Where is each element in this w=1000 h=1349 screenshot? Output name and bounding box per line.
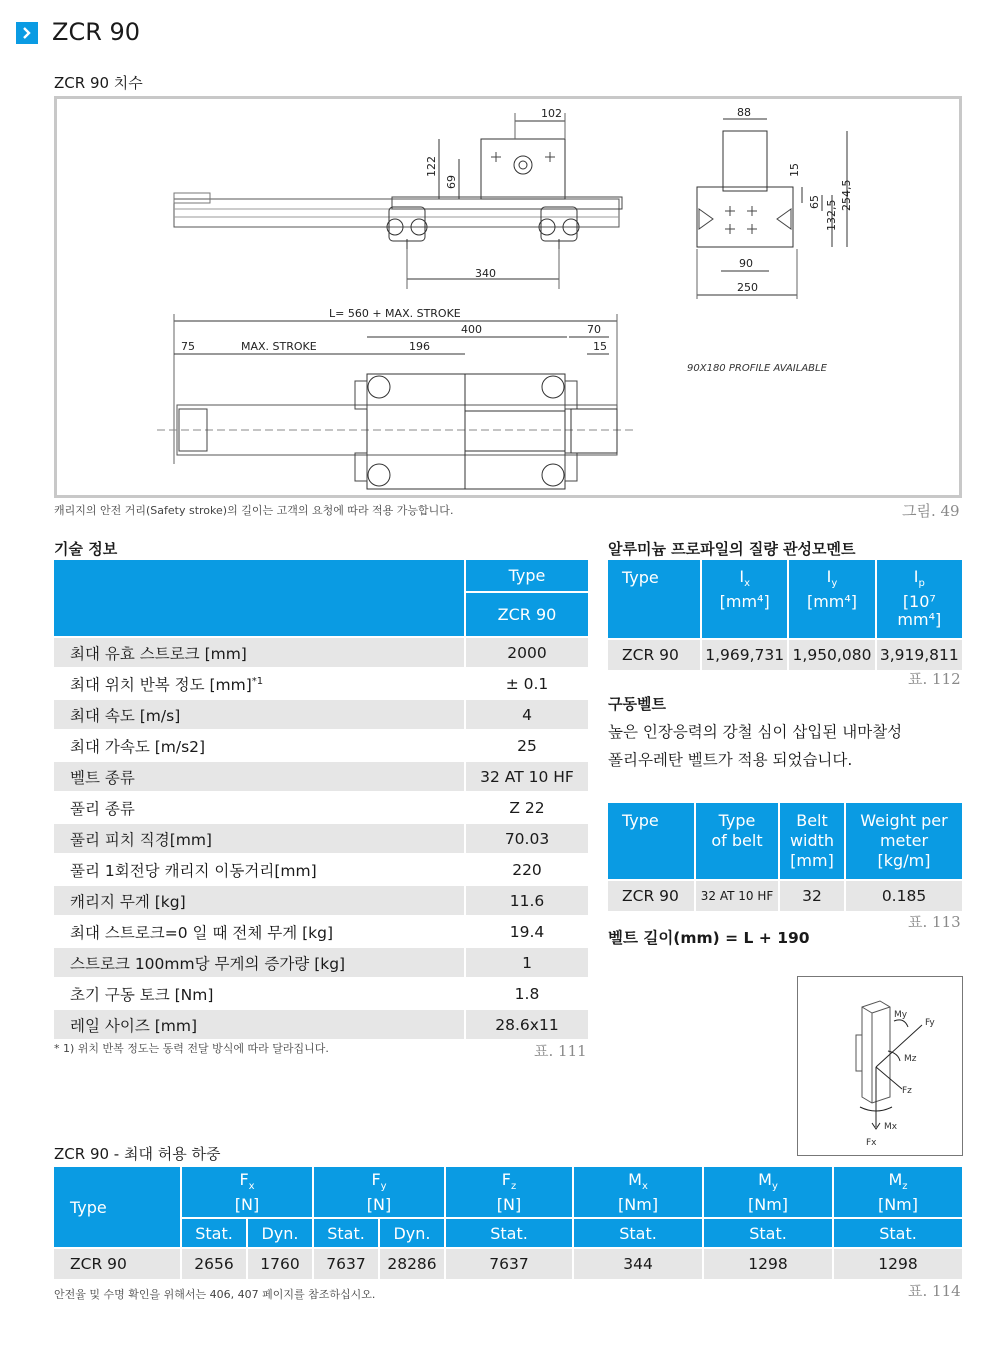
inertia-head-iy: $I_y$ [mm⁴]: [789, 560, 874, 638]
loads-table-ref: 표. 114: [908, 1282, 961, 1300]
table-row: 최대 속도 [m/s] 4: [54, 700, 588, 729]
tech-table: [52, 558, 590, 1041]
label-fx: Fx: [866, 1138, 877, 1148]
dim-102: 102: [541, 107, 562, 120]
loads-head-my: $M_y$ [Nm]: [704, 1167, 832, 1217]
dim-69: 69: [445, 175, 458, 189]
inertia-title: 알루미늄 프로파일의 질량 관성모멘트: [608, 540, 856, 558]
tech-head-blank: [54, 560, 464, 636]
dim-88: 88: [737, 106, 751, 119]
tech-title: 기술 정보: [54, 540, 118, 558]
inertia-table-ref: 표. 112: [908, 670, 961, 688]
belt-head-belt-type: Type of belt: [696, 803, 778, 879]
table-row: 최대 위치 반복 정도 [mm]$^{*1}$ ± 0.1: [70, 674, 549, 694]
dim-75: 75: [181, 340, 195, 353]
tech-head-type: Type: [466, 560, 588, 591]
belt-table: [606, 801, 964, 913]
loads-footnote: 안전율 및 수명 확인을 위해서는 406, 407 페이지를 참조하십시오.: [54, 1288, 376, 1301]
section-arrow-icon: [16, 22, 38, 44]
dim-400: 400: [461, 323, 482, 336]
belt-title: 구동벨트: [608, 695, 666, 713]
label-fy: Fy: [925, 1018, 935, 1028]
table-row: 풀리 1회전당 캐리지 이동거리[mm] 220: [70, 860, 542, 880]
forces-diagram: [797, 976, 963, 1156]
table-row: 최대 유효 스트로크 [mm] 2000: [54, 638, 588, 667]
label-mz: Mz: [904, 1054, 917, 1064]
inertia-head-type: Type: [608, 560, 700, 638]
table-row: ZCR 90 1,969,731 1,950,080 3,919,811: [608, 640, 962, 670]
dim-90: 90: [739, 257, 753, 270]
table-row: 풀리 피치 직경[mm] 70.03: [54, 824, 588, 853]
loads-head-fz: $F_z$ [N]: [446, 1167, 572, 1217]
dim-15a: 15: [788, 163, 801, 177]
tech-table-ref: 표. 111: [534, 1042, 587, 1060]
table-row: 스트로크 100mm당 무게의 증가량 [kg] 1: [54, 948, 588, 977]
table-row: 캐리지 무게 [kg] 11.6: [54, 886, 588, 915]
loads-head-mz: $M_z$ [Nm]: [834, 1167, 962, 1217]
inertia-head-ip: $I_p$ [10⁷ mm⁴]: [877, 560, 962, 638]
dim-15b: 15: [593, 340, 607, 353]
tech-head-model: ZCR 90: [466, 593, 588, 636]
dim-250: 250: [737, 281, 758, 294]
belt-head-weight: Weight per meter [kg/m]: [846, 803, 962, 879]
belt-head-type: Type: [608, 803, 694, 879]
belt-head-width: Belt width [mm]: [780, 803, 844, 879]
dim-122: 122: [425, 156, 438, 177]
dim-254-5: 254,5: [840, 179, 853, 211]
page-title: ZCR 90: [52, 18, 141, 46]
dim-max-stroke: MAX. STROKE: [241, 340, 317, 353]
dim-70: 70: [587, 323, 601, 336]
loads-head-mx: $M_x$ [Nm]: [574, 1167, 702, 1217]
table-row: 초기 구동 토크 [Nm] 1.8: [70, 984, 540, 1004]
dim-132-5: 132,5: [825, 199, 838, 231]
dim-65: 65: [808, 195, 821, 209]
belt-description: 높은 인장응력의 강철 심이 삽입된 내마찰성 폴리우레탄 벨트가 적용 되었습니다.: [608, 723, 903, 769]
table-row: ZCR 90 2656 1760 7637 28286 7637 344 1298 1298: [54, 1249, 962, 1279]
tech-footnote: * 1) 위치 반복 정도는 동력 전달 방식에 따라 달라집니다.: [54, 1042, 329, 1055]
dim-340: 340: [475, 267, 496, 280]
inertia-table: [606, 558, 964, 672]
loads-head-fy: $F_y$ [N]: [314, 1167, 444, 1217]
dim-total-length: L= 560 + MAX. STROKE: [329, 307, 461, 320]
table-row: 풀리 종류 Z 22: [70, 798, 545, 818]
table-row: 최대 스트로크=0 일 때 전체 무게 [kg] 19.4: [70, 922, 545, 942]
drawing-title: ZCR 90 치수: [54, 74, 143, 92]
label-my: My: [894, 1010, 908, 1020]
loads-head-type: Type: [54, 1167, 180, 1247]
dim-196: 196: [409, 340, 430, 353]
figure-ref: 그림. 49: [902, 502, 960, 520]
belt-table-ref: 표. 113: [908, 913, 961, 931]
loads-table: Type $F_x$ [N] $F_y$ [N] $F_z$ [N] $M_x$ [Nm] $M_y$ [Nm] $M_z$ [Nm] Stat. Dyn. Stat. Dyn. Stat. Stat. Stat. Stat. ZCR 90 2656 1760 7637 28286 7637 344 1298 1298: [52, 1165, 964, 1281]
label-mx: Mx: [884, 1122, 898, 1132]
table-row: 레일 사이즈 [mm] 28.6x11: [54, 1010, 588, 1039]
table-row: 최대 가속도 [m/s2] 25: [70, 736, 537, 756]
technical-drawing: [54, 96, 962, 498]
drawing-caption: 캐리지의 안전 거리(Safety stroke)의 길이는 고객의 요청에 따라 적용 가능합니다.: [54, 504, 454, 517]
table-row: ZCR 90 32 AT 10 HF 32 0.185: [608, 881, 962, 911]
inertia-head-ix: $I_x$ [mm⁴]: [702, 560, 787, 638]
label-fz: Fz: [902, 1086, 912, 1096]
profile-note: 90X180 PROFILE AVAILABLE: [687, 363, 827, 374]
table-row: 벨트 종류 32 AT 10 HF: [54, 762, 588, 791]
loads-head-fx: $F_x$ [N]: [182, 1167, 312, 1217]
loads-title: ZCR 90 - 최대 허용 하중: [54, 1145, 221, 1163]
belt-length: 벨트 길이(mm) = L + 190: [608, 929, 810, 947]
